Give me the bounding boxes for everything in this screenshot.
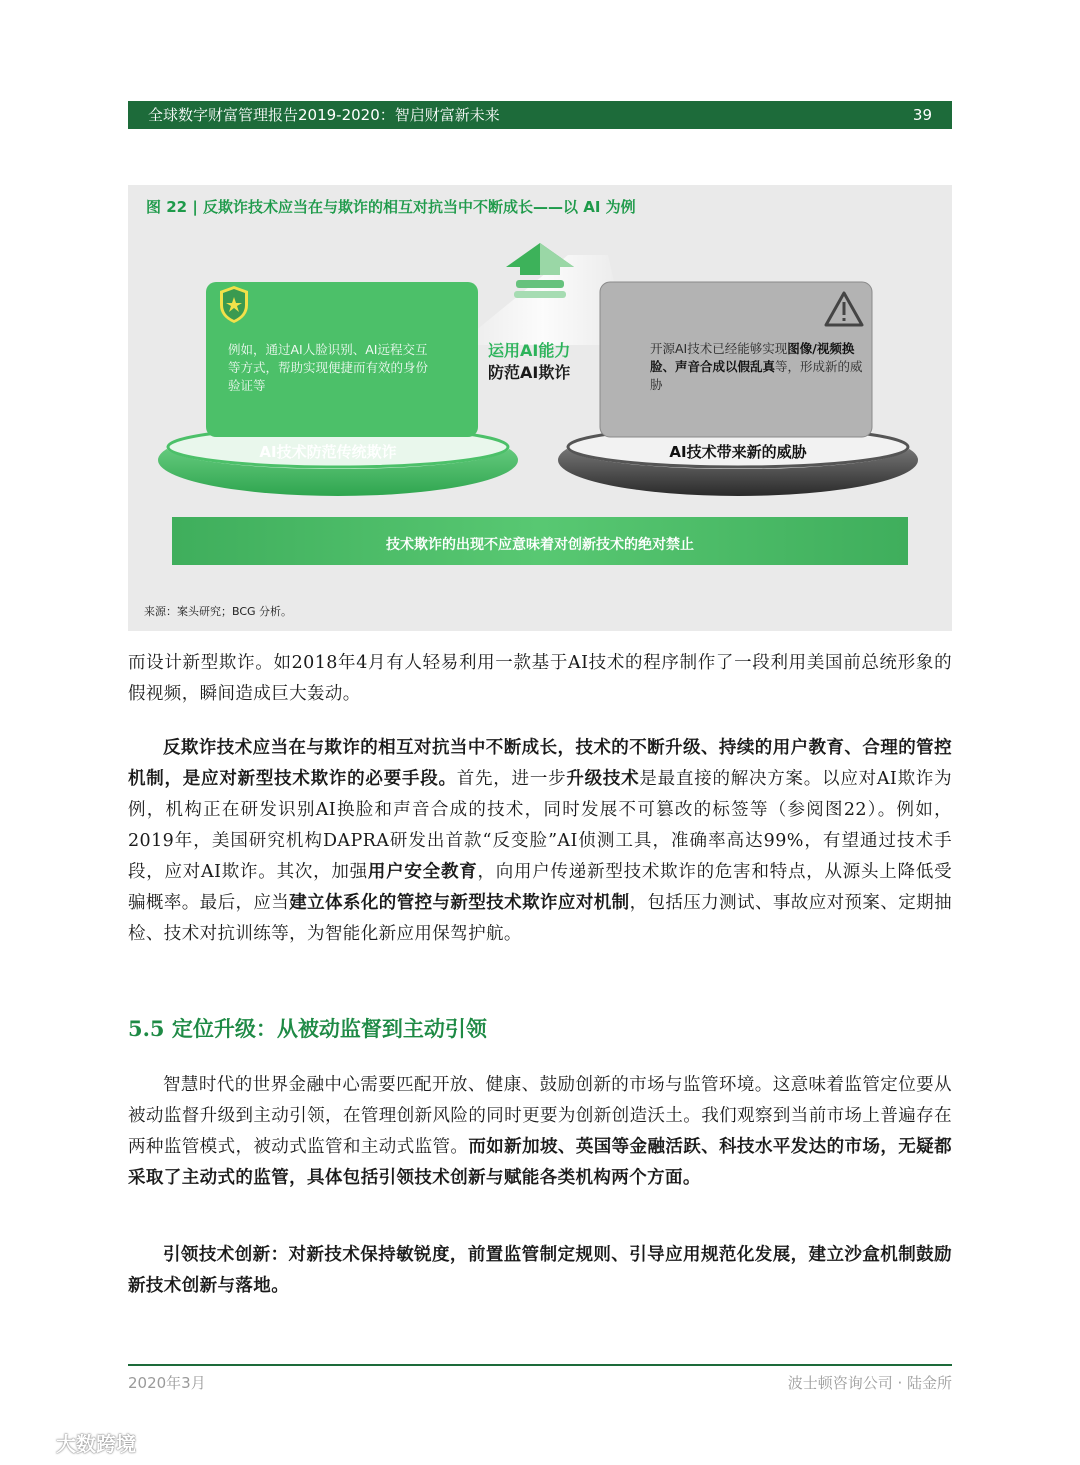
right-card-text-pre: 开源AI技术已经能够实现 bbox=[650, 341, 788, 356]
watermark-text: 大数跨境 bbox=[56, 1432, 136, 1456]
p3-text: 智慧时代的世界金融中心需要匹配开放、健康、鼓励创新的市场与监管环境。这意味着监管定位要从被动监督升级到主动引领，在管理创新风险的同时更要为创新创造沃土。我们观察到当前市场上普遍存在两种监管模式，被动式监管和主动式监管。 bbox=[128, 1075, 952, 1157]
figure-title: 图 22 | 反欺诈技术应当在与欺诈的相互对抗当中不断成长——以 AI 为例 bbox=[146, 198, 636, 216]
report-title: 全球数字财富管理报告2019-2020：智启财富新未来 bbox=[148, 106, 500, 124]
p3-bold: 而如新加坡、英国等金融活跃、科技水平发达的市场，无疑都采取了主动式的监管，具体包括引领技术创新与赋能各类机构两个方面。 bbox=[128, 1137, 952, 1188]
p2-bold-1: 反欺诈技术应当在与欺诈的相互对抗当中不断成长，技术的不断升级、持续的用户教育、合理的管控机制，是应对新型技术欺诈的必要手段。 bbox=[128, 738, 952, 789]
watermark-logo-icon bbox=[12, 1431, 52, 1455]
p2-text-2: 是最直接的解决方案。以应对AI欺诈为例，机构正在研发识别AI换脸和声音合成的技术，同时发展不可篡改的标签等（参阅图22）。例如，2019年，美国研究机构DAPRA研发出首款“反变脸”AI侦测工具，准确率高达99%，有望通过技术手段，应对AI欺诈。其次，加强 bbox=[128, 769, 953, 882]
p2-text-1: 首先，进一步 bbox=[456, 769, 567, 789]
right-base-label: AI技术带来新的威胁 bbox=[669, 443, 807, 461]
p2-text-3: ，向用户传递新型技术欺诈的危害和特点，从源头上降低受骗概率。最后，应当 bbox=[128, 862, 952, 913]
p4-bold: 引领技术创新：对新技术保持敏锐度，前置监管制定规则、引导应用规范化发展，建立沙盒机制鼓励新技术创新与落地。 bbox=[128, 1245, 952, 1296]
right-card-text-bold: 图像/视频换脸、声音合成以假乱真 bbox=[650, 341, 855, 374]
figure-22 bbox=[128, 185, 952, 631]
footer-date: 2020年3月 bbox=[128, 1374, 206, 1392]
page-number: 39 bbox=[912, 106, 932, 124]
paragraph-4 bbox=[128, 1240, 952, 1302]
figure-graphic bbox=[128, 185, 952, 631]
center-label-line2: 防范AI欺诈 bbox=[488, 363, 571, 382]
left-base-label: AI技术防范传统欺诈 bbox=[259, 443, 397, 461]
center-label-line1: 运用AI能力 bbox=[488, 341, 571, 360]
section-heading: 5.5 定位升级：从被动监督到主动引领 bbox=[128, 1016, 487, 1041]
footer-org: 波士顿咨询公司 · 陆金所 bbox=[787, 1374, 952, 1392]
paragraph-2 bbox=[128, 733, 952, 950]
right-card-text bbox=[650, 340, 870, 394]
banner-label: 技术欺诈的出现不应意味着对创新技术的绝对禁止 bbox=[386, 537, 694, 553]
paragraph-3 bbox=[128, 1070, 952, 1194]
watermark bbox=[12, 1428, 136, 1457]
paragraph-1: 而设计新型欺诈。如2018年4月有人轻易利用一款基于AI技术的程序制作了一段利用美国前总统形象的假视频，瞬间造成巨大轰动。 bbox=[128, 653, 952, 704]
p2-bold-3: 用户安全教育 bbox=[367, 862, 478, 882]
p2-bold-2: 升级技术 bbox=[566, 769, 640, 789]
center-label bbox=[488, 340, 598, 384]
p2-bold-4: 建立体系化的管控与新型技术欺诈应对机制 bbox=[289, 893, 630, 913]
right-card-text-post: 等，形成新的威胁 bbox=[650, 359, 863, 392]
left-card-text: 例如，通过AI人脸识别、AI远程交互等方式，帮助实现便捷而有效的身份验证等 bbox=[228, 342, 429, 393]
header-bar bbox=[128, 101, 952, 129]
figure-source: 来源：案头研究；BCG 分析。 bbox=[144, 605, 293, 618]
footer-divider bbox=[128, 1364, 952, 1366]
p2-text-4: ，包括压力测试、事故应对预案、定期抽检、技术对抗训练等，为智能化新应用保驾护航。 bbox=[128, 893, 952, 944]
